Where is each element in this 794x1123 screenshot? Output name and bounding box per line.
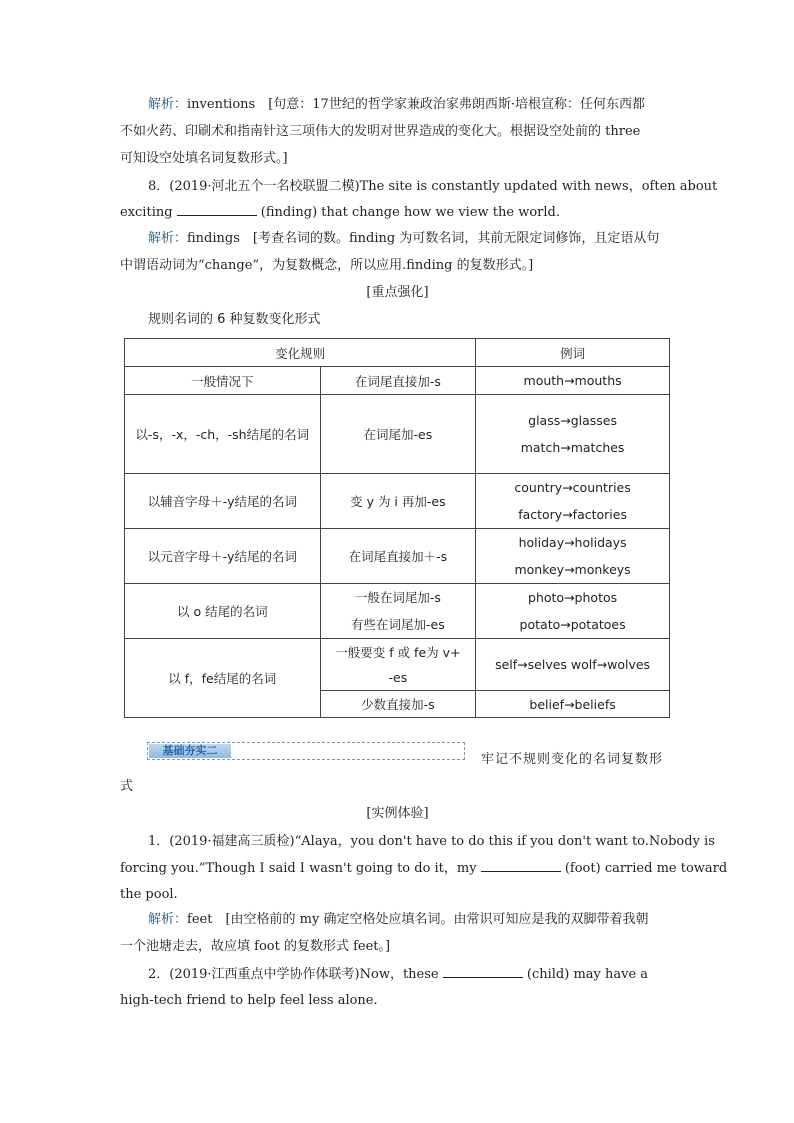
p1-stem-line1: 1．(2019·福建高三质检)“Alaya，you don't have to do this if you don't want to.Nobody is xyxy=(148,834,715,849)
rule-cell: 变 y 为 i 再加-es xyxy=(320,474,476,529)
q8-analysis-line2: 中谓语动词为“change”，为复数概念，所以应用.finding 的复数形式。] xyxy=(120,258,534,273)
table-header-row xyxy=(125,339,670,367)
answer-blank xyxy=(177,203,257,216)
analysis-label: 解析： xyxy=(148,912,188,927)
section-badge xyxy=(147,742,465,760)
condition-cell: 以 o 结尾的名词 xyxy=(125,584,321,639)
example-cell: holiday→holidays monkey→monkeys xyxy=(476,529,670,584)
rule-cell: 在词尾直接加＋-s xyxy=(320,529,476,584)
condition-cell: 一般情况下 xyxy=(125,367,321,395)
q8-stem-line1: 8．(2019·河北五个一名校联盟二模)The site is constantly updated with news，often about xyxy=(148,179,718,194)
example-cell: country→countries factory→factories xyxy=(476,474,670,529)
section-heading: [重点强化] xyxy=(366,285,429,300)
p1-stem-line3: the pool. xyxy=(120,887,178,902)
p1-analysis-line1: 解析：feet [由空格前的 my 确定空格处应填名词。由常识可知应是我的双脚带着我朝 xyxy=(148,912,649,927)
header-example: 例词 xyxy=(476,339,670,367)
rule-cell: 一般在词尾加-s 有些在词尾加-es xyxy=(320,584,476,639)
badge-label: 基础夯实二 xyxy=(149,744,231,758)
p1-stem-line2: forcing you.”Though I said I wasn't going to do it，my (foot) carried me toward xyxy=(120,861,728,876)
badge-title-line1: 牢记不规则变化的名词复数形 xyxy=(481,752,664,767)
example-cell: photo→photos potato→potatoes xyxy=(476,584,670,639)
rule-cell: 一般要变 f 或 fe为 v+ -es xyxy=(320,639,476,691)
example-cell: mouth→mouths xyxy=(476,367,670,395)
table-row xyxy=(125,367,670,395)
p2-stem-line2: high-tech friend to help feel less alone. xyxy=(120,993,378,1008)
table-row xyxy=(125,584,670,639)
q8-analysis-line1: 解析：findings [考查名词的数。finding 为可数名词，其前无限定词修饰，且定语从句 xyxy=(148,231,660,246)
q7-analysis-line2: 不如火药、印刷术和指南针这三项伟大的发明对世界造成的变化大。根据设空处前的 three xyxy=(120,124,641,139)
q8-stem-line2: exciting (finding) that change how we view the world. xyxy=(120,205,560,220)
plural-rules-table xyxy=(124,338,670,718)
analysis-label: 解析： xyxy=(148,97,188,112)
table-title: 规则名词的 6 种复数变化形式 xyxy=(148,312,321,327)
example-cell: glass→glasses match→matches xyxy=(476,395,670,474)
q7-analysis-line3: 可知设空处填名词复数形式。] xyxy=(120,151,288,166)
q7-analysis-line1: 解析：inventions [句意：17世纪的哲学家兼政治家弗朗西斯·培根宣称：任何东西都 xyxy=(148,97,645,112)
analysis-label: 解析： xyxy=(148,231,188,246)
table-row xyxy=(125,639,670,691)
rule-cell: 少数直接加-s xyxy=(320,691,476,718)
condition-cell: 以 f，fe结尾的名词 xyxy=(125,639,321,718)
p2-stem-line1: 2．(2019·江西重点中学协作体联考)Now，these (child) may have a xyxy=(148,967,649,982)
table-row xyxy=(125,529,670,584)
table-row xyxy=(125,474,670,529)
practice-heading: [实例体验] xyxy=(366,806,429,821)
condition-cell: 以-s，-x，-ch，-sh结尾的名词 xyxy=(125,395,321,474)
condition-cell: 以元音字母＋-y结尾的名词 xyxy=(125,529,321,584)
rule-cell: 在词尾直接加-s xyxy=(320,367,476,395)
rule-cell: 在词尾加-es xyxy=(320,395,476,474)
condition-cell: 以辅音字母＋-y结尾的名词 xyxy=(125,474,321,529)
header-rule: 变化规则 xyxy=(125,339,476,367)
badge-title-line2: 式 xyxy=(120,779,134,794)
example-cell: belief→beliefs xyxy=(476,691,670,718)
example-cell: self→selves wolf→wolves xyxy=(476,639,670,691)
answer-blank xyxy=(443,965,523,978)
p1-analysis-line2: 一个池塘走去，故应填 foot 的复数形式 feet。] xyxy=(120,939,391,954)
table-row xyxy=(125,395,670,474)
answer-blank xyxy=(481,859,561,872)
